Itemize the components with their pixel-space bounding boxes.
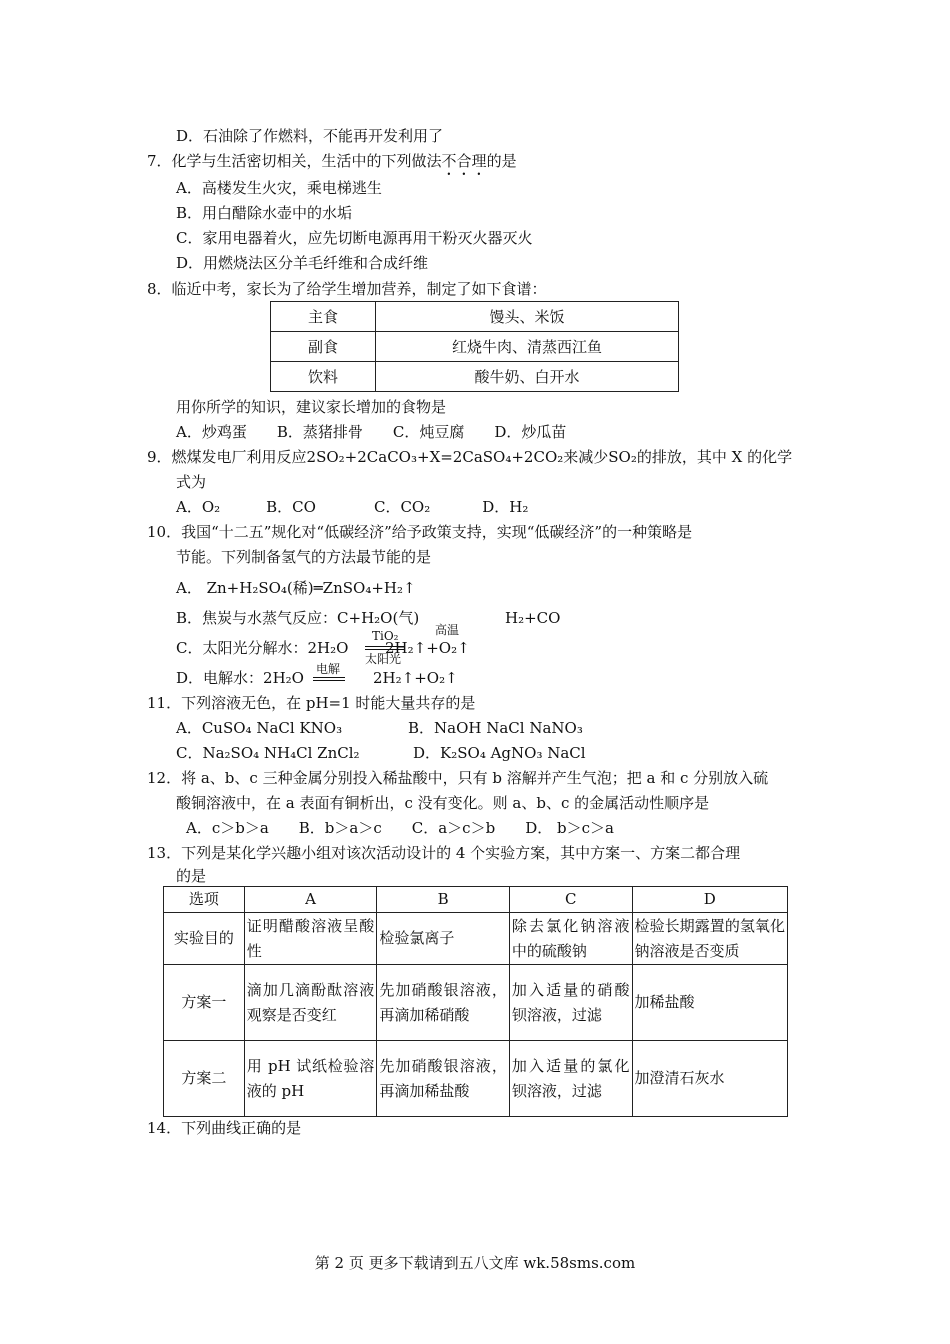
menu-value: 酸牛奶、白开水 [376,362,679,392]
row-label: 实验目的 [164,913,245,965]
q10-option-d: D．电解水：2H₂O [176,669,304,687]
menu-key: 饮料 [271,362,376,392]
table-cell: 加澄清石灰水 [632,1041,787,1117]
q7-stem-emphasis: 不合理 [441,152,487,170]
q10-d-product: 2H₂↑+O₂↑ [373,669,458,687]
q10-stem-line2: 节能。下列制备氢气的方法最节能的是 [176,548,432,566]
q7-stem [147,151,517,179]
header-cell: C [509,887,632,913]
table-row [164,913,788,965]
q10-stem-line1: 10．我国“十二五”规化对“低碳经济”给予政策支持，实现“低碳经济”的一种策略是 [147,523,693,541]
header-cell: B [377,887,510,913]
menu-key: 副食 [271,332,376,362]
table-cell: 除去氯化钠溶液中的硫酸钠 [509,913,632,965]
table-cell: 先加硝酸银溶液，再滴加稀盐酸 [377,1041,510,1117]
q9-text: 的排放，其中 X 的化学 [636,448,793,466]
q12-stem-line2: 酸铜溶液中，在 a 表面有铜析出，c 没有变化。则 a、b、c 的金属活动性顺序是 [176,794,710,812]
q9-stem-line1 [147,447,792,467]
q9-option-d: D．H₂ [482,498,529,516]
table-row [271,362,679,392]
q8-stem: 8．临近中考，家长为了给学生增加营养，制定了如下食谱： [147,280,547,298]
q13-stem-line2: 的是 [176,867,207,885]
q6-option-d: D．石油除了作燃料，不能再开发利用了 [176,127,444,145]
q12-option-c: C．a＞c＞b [411,819,496,837]
q12-option-d: D． b＞c＞a [525,819,614,837]
q11-option-b: B．NaOH NaCl NaNO₃ [408,719,583,737]
table-cell: 加入适量的硝酸钡溶液，过滤 [509,965,632,1041]
page-footer: 第 2 页 更多下载请到五八文库 wk.58sms.com [314,1254,636,1272]
q10-b-condition: 高温 [435,623,460,637]
q14-stem: 14．下列曲线正确的是 [147,1119,302,1137]
table-cell: 加稀盐酸 [632,965,787,1041]
q10-c-catalyst: TiO₂ [372,629,399,643]
q9-options [176,497,528,517]
menu-value: 红烧牛肉、清蒸西江鱼 [376,332,679,362]
q7-option-d: D．用燃烧法区分羊毛纤维和合成纤维 [176,254,429,272]
menu-table [270,301,679,392]
q9-formula: SO₂ [608,448,637,466]
q8-option-c: C．炖豆腐 [392,423,465,441]
row-label: 方案一 [164,965,245,1041]
header-cell: 选项 [164,887,245,913]
q10-b-product: H₂+CO [505,609,561,627]
q9-text: 来减少 [563,448,609,466]
table-cell: 检验氯离子 [377,913,510,965]
q10-d-arrow [313,680,345,681]
q7-option-c: C．家用电器着火，应先切断电源再用干粉灭火器灭火 [176,229,533,247]
header-cell: D [632,887,787,913]
q11-option-a: A．CuSO₄ NaCl KNO₃ [176,719,343,737]
table-row [164,965,788,1041]
q11-option-d: D．K₂SO₄ AgNO₃ NaCl [413,744,586,762]
table-row [164,1041,788,1117]
q8-option-b: B．蒸猪排骨 [276,423,363,441]
table-cell: 证明醋酸溶液呈酸性 [244,913,377,965]
q12-options [186,818,614,838]
q11-stem: 11．下列溶液无色，在 pH=1 时能大量共存的是 [147,694,476,712]
q10-option-b [176,608,419,628]
q8-question: 用你所学的知识，建议家长增加的食物是 [176,398,447,416]
q13-stem-line1: 13．下列是某化学兴趣小组对该次活动设计的 4 个实验方案，其中方案一、方案二都合理 [147,844,741,862]
q10-option-c: C．太阳光分解水：2H₂O [176,639,349,657]
q9-text: 9．燃煤发电厂利用反应 [147,448,307,466]
q12-option-a: A．c＞b＞a [186,819,269,837]
q7-option-b: B．用白醋除水壶中的水垢 [176,204,353,222]
table-cell: 滴加几滴酚酞溶液观察是否变红 [244,965,377,1041]
q8-option-a: A．炒鸡蛋 [176,423,247,441]
q11-option-c: C．Na₂SO₄ NH₄Cl ZnCl₂ [176,744,360,762]
q10-d-condition: 电解 [316,662,341,676]
q9-option-b: B．CO [266,498,316,516]
q12-stem-line1: 12．将 a、b、c 三种金属分别投入稀盐酸中，只有 b 溶解并产生气泡；把 a 和 c 分别放入硫 [147,769,769,787]
q10-b-text: B．焦炭与水蒸气反应：C+H₂O(气) [176,609,420,627]
q10-c-condition: 太阳光 [365,652,402,666]
q7-stem-pre: 7．化学与生活密切相关，生活中的下列做法 [147,152,442,170]
q10-d-arrow [313,677,345,678]
q9-option-c: C．CO₂ [373,498,431,516]
q8-options [176,422,566,442]
q10-c-product: 2H₂↑+O₂↑ [385,639,470,657]
q9-stem-line2: 式为 [176,473,207,491]
q12-option-b: B．b＞a＞c [298,819,382,837]
q7-option-a: A．高楼发生火灾，乘电梯逃生 [176,179,382,197]
table-header-row [164,887,788,913]
q8-option-d: D．炒瓜苗 [494,423,567,441]
table-cell: 加入适量的氯化钡溶液，过滤 [509,1041,632,1117]
menu-key: 主食 [271,302,376,332]
table-cell: 先加硝酸银溶液，再滴加稀硝酸 [377,965,510,1041]
table-cell: 用 pH 试纸检验溶液的 pH [244,1041,377,1117]
row-label: 方案二 [164,1041,245,1117]
header-cell: A [244,887,377,913]
table-cell: 检验长期露置的氢氧化钠溶液是否变质 [632,913,787,965]
q9-equation: 2SO₂+2CaCO₃+X=2CaSO₄+2CO₂ [306,448,564,466]
table-row [271,332,679,362]
menu-value: 馒头、米饭 [376,302,679,332]
plan-table [163,886,788,1117]
q7-stem-post: 的是 [486,152,517,170]
q10-option-a: A． Zn+H₂SO₄(稀)═ZnSO₄+H₂↑ [176,579,416,597]
table-row [271,302,679,332]
q9-option-a: A．O₂ [176,498,221,516]
